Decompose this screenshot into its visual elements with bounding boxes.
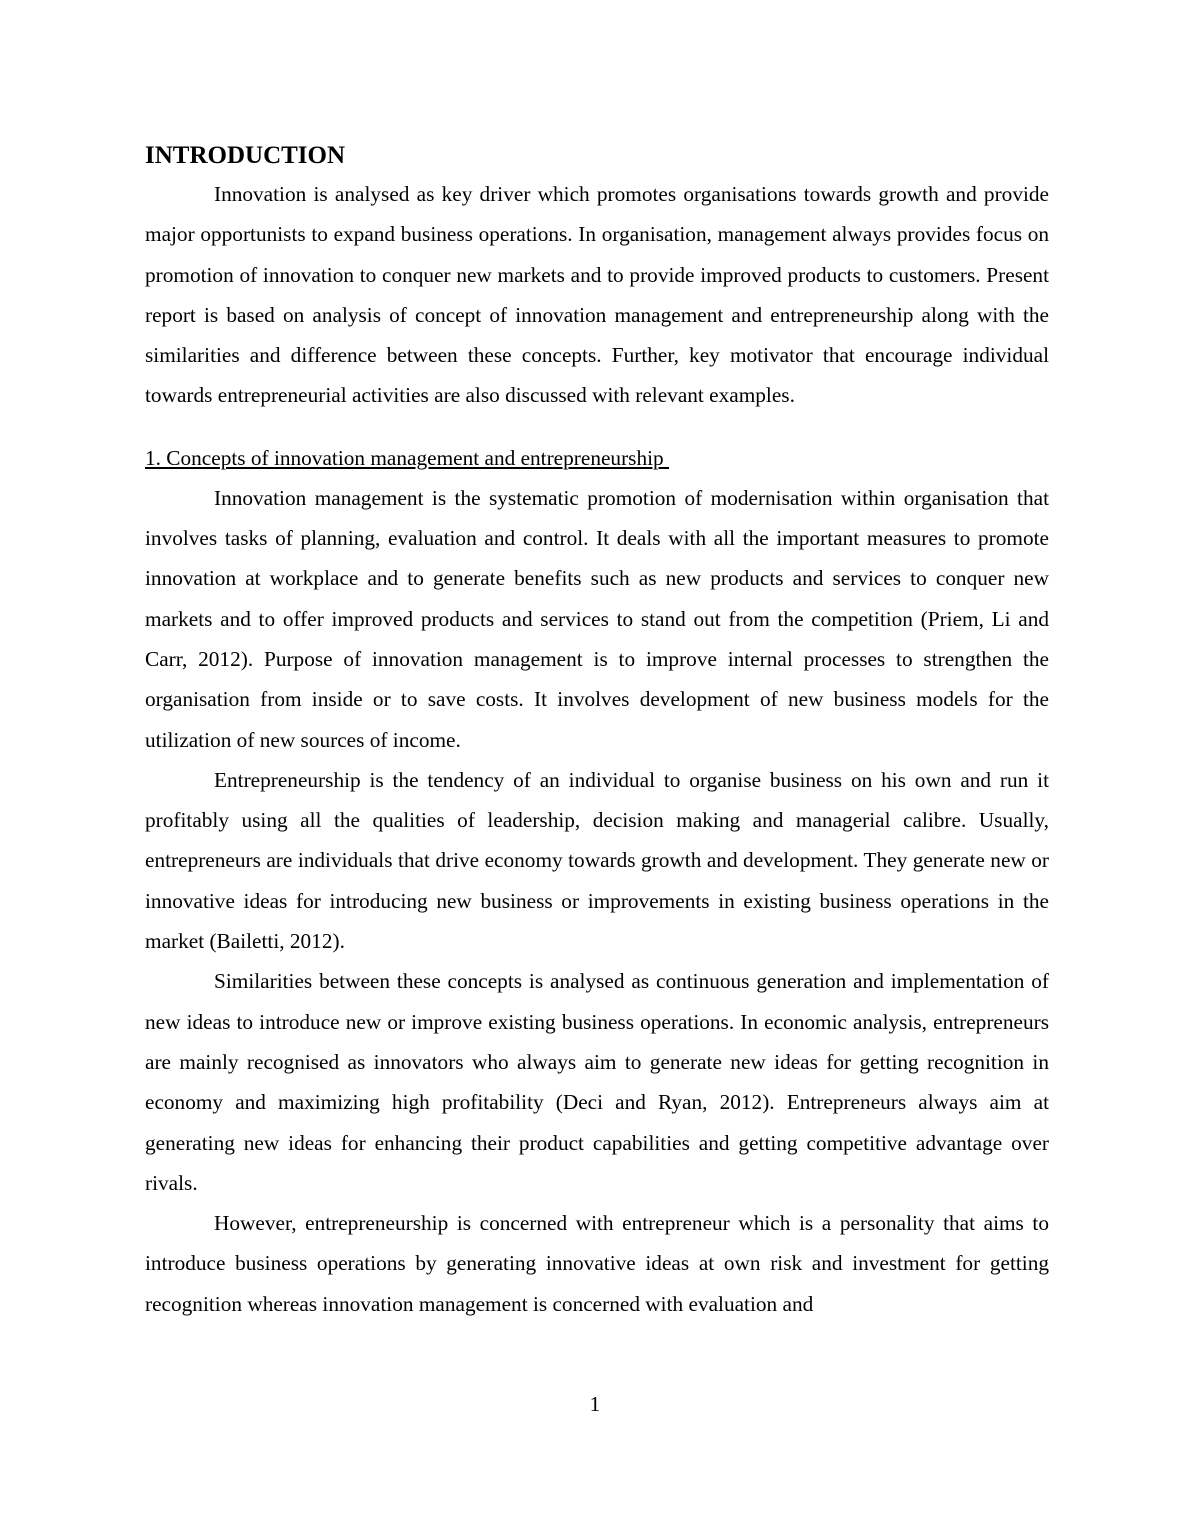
section-1-title: 1. Concepts of innovation management and entrepreneurship [145, 445, 669, 470]
intro-paragraph: Innovation is analysed as key driver which promotes organisations towards growth and provide major opportunists to expand business operations. In organisation, management always provides focus on promotion of innovation to conquer new markets and to provide improved products to customers. Present report is based on analysis of concept of innovation management and entrepreneurship along with the similarities and difference between these concepts. Further, key motivator that encourage individual towards entrepreneurial activities are also discussed with relevant examples. [145, 182, 1049, 408]
page-content [145, 138, 1049, 1324]
page-number: 1 [589, 1392, 601, 1416]
section-1-paragraph: However, entrepreneurship is concerned with entrepreneur which is a personality that aims to introduce business operations by generating innovative ideas at own risk and investment for getting recognition whereas innovation management is concerned with evaluation and [145, 1211, 1049, 1316]
section-1-paragraph: Entrepreneurship is the tendency of an individual to organise business on his own and run it profitably using all the qualities of leadership, decision making and managerial calibre. Usually, entrepreneurs are individuals that drive economy towards growth and development. They generate new or innovative ideas for introducing new business or improvements in existing business operations in the market (Bailetti, 2012). [145, 767, 1049, 954]
section-1-paragraph: Innovation management is the systematic promotion of modernisation within organisation that involves tasks of planning, evaluation and control. It deals with all the important measures to promote innovation at workplace and to generate benefits such as new products and services to conquer new markets and to offer improved products and services to stand out from the competition (Priem, Li and Carr, 2012). Purpose of innovation management is to improve internal processes to strengthen the organisation from inside or to save costs. It involves development of new business models for the utilization of new sources of income. [145, 485, 1049, 752]
section-1-paragraph: Similarities between these concepts is analysed as continuous generation and implementation of new ideas to introduce new or improve existing business operations. In economic analysis, entrepreneurs are mainly recognised as innovators who always aim to generate new ideas for getting recognition in economy and maximizing high profitability (Deci and Ryan, 2012). Entrepreneurs always aim at generating new ideas for enhancing their product capabilities and getting competitive advantage over rivals. [145, 969, 1049, 1195]
section-heading-introduction: INTRODUCTION [145, 142, 346, 169]
